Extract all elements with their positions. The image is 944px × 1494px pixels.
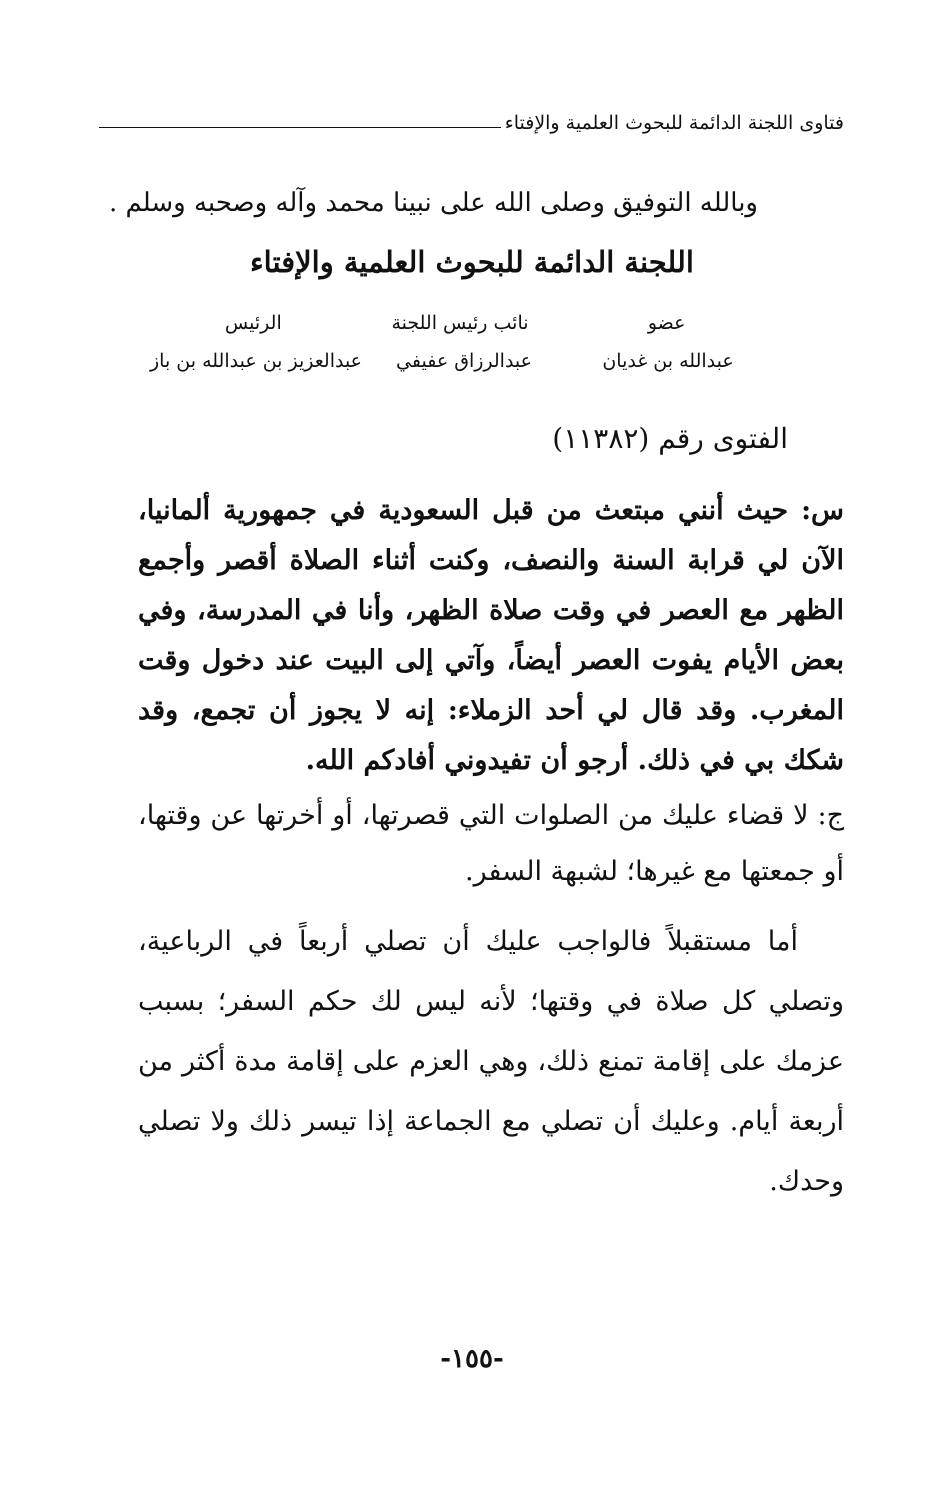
closing-prayer: وبالله التوفيق وصلى الله على نبينا محمد وآله وصحبه وسلم . (108, 188, 758, 218)
role-member: عضو (647, 312, 686, 334)
running-title: فتاوى اللجنة الدائمة للبحوث العلمية والإفتاء (504, 112, 844, 134)
fatwa-number: الفتوى رقم (١١٣٨٢) (552, 422, 788, 455)
role-vice-chairman: نائب رئيس اللجنة (391, 312, 529, 334)
signatory-names (150, 350, 770, 372)
running-header (99, 112, 844, 134)
signatory-roles (150, 312, 770, 334)
header-rule (99, 127, 501, 128)
answer-paragraph: ج: لا قضاء عليك من الصلوات التي قصرتها، أو أخرتها عن وقتها، أو جمعتها مع غيرها؛ لشبهة السفر. (138, 800, 844, 887)
page-number: -١٥٥- (440, 1344, 504, 1374)
question-paragraph: س: حيث أنني مبتعث من قبل السعودية في جمهورية ألمانيا، الآن لي قرابة السنة والنصف، وكنت أثناء الصلاة أقصر وأجمع الظهر مع العصر في وقت صلاة الظهر، وأنا في المدرسة، وفي بعض الأيام يفوت العصر أيضاً، وآتي إلى البيت عند دخول وقت المغرب. وقد قال لي أحد الزملاء: إنه لا يجوز أن تجمع، وقد شكك بي في ذلك. أرجو أن تفيدوني أفادكم الله. (138, 495, 844, 776)
committee-name: اللجنة الدائمة للبحوث العلمية والإفتاء (250, 245, 694, 279)
name-member: عبدالله بن غديان (602, 350, 734, 372)
name-chairman: عبدالعزيز بن عبدالله بن باز (149, 350, 363, 372)
name-vice-chairman: عبدالرزاق عفيفي (396, 350, 532, 372)
answer-continuation-paragraph: أما مستقبلاً فالواجب عليك أن تصلي أربعاً في الرباعية، وتصلي كل صلاة في وقتها؛ لأنه ليس لك حكم السفر؛ بسبب عزمك على إقامة تمنع ذلك، وهي العزم على إقامة مدة أكثر من أربعة أيام. وعليك أن تصلي مع الجماعة إذا تيسر ذلك ولا تصلي وحدك. (138, 926, 844, 1197)
role-chairman: الرئيس (224, 312, 282, 334)
